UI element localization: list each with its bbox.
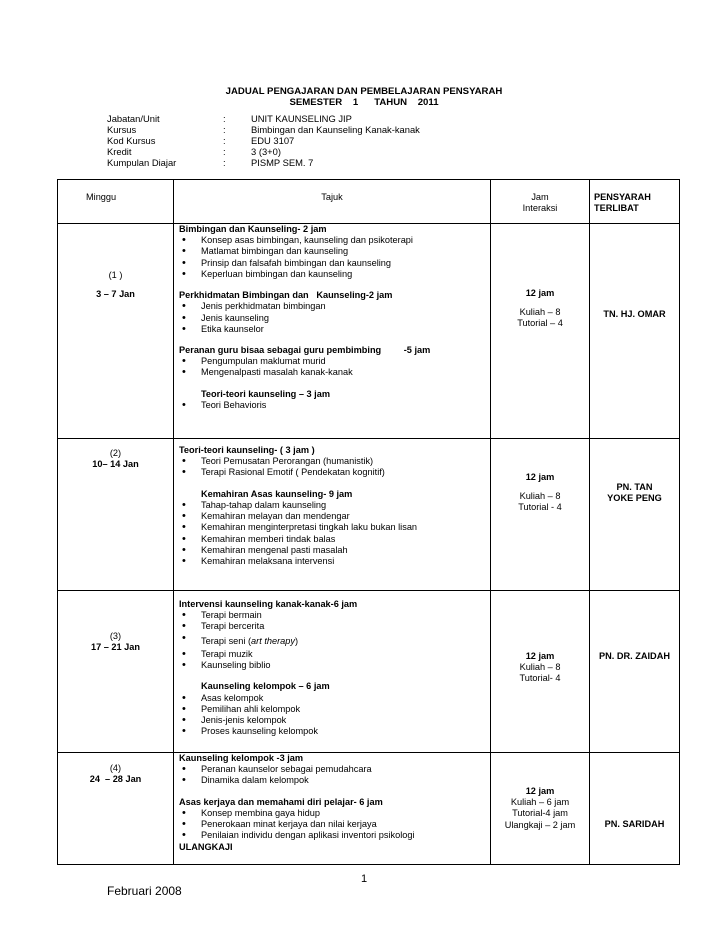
topic-heading: Bimbingan dan Kaunseling- 2 jam — [179, 224, 327, 234]
week-cell — [58, 224, 174, 439]
course-info — [107, 113, 420, 168]
list-item: • Penilaian individu dengan aplikasi inventori psikologi — [179, 830, 488, 841]
hours-cell — [491, 591, 590, 753]
lecturer-name: PN. DR. ZAIDAH — [599, 651, 670, 661]
meta-row-kod-kursus — [107, 135, 420, 146]
list-item: • Penerokaan minat kerjaya dan nilai kerjaya — [179, 819, 488, 830]
lecturer-name: YOKE PENG — [607, 493, 662, 504]
document-title: JADUAL PENGAJARAN DAN PEMBELAJARAN PENSYARAH — [225, 86, 503, 97]
topic-heading: Kemahiran Asas kaunseling- 9 jam — [201, 488, 353, 499]
meta-value: UNIT KAUNSELING JIP — [251, 113, 352, 124]
list-item: • Konsep asas bimbingan, kaunseling dan psikoterapi — [179, 235, 488, 246]
list-item: • Kemahiran mengenal pasti masalah — [179, 545, 488, 556]
table-row — [58, 591, 680, 753]
lecturer-name: TN. HJ. OMAR — [603, 309, 666, 319]
hours-cell — [491, 224, 590, 439]
list-item: • Kaunseling biblio — [179, 660, 488, 671]
header-jam-interaksi — [491, 180, 590, 224]
week-number: (2) — [109, 448, 122, 458]
list-item: • Mengenalpasti masalah kanak-kanak — [179, 367, 488, 378]
week-cell — [58, 753, 174, 865]
topic-heading: Kaunseling kelompok -3 jam — [179, 753, 304, 763]
list-item: • Proses kaunseling kelompok — [179, 726, 488, 737]
topic-heading: Intervensi kaunseling kanak-kanak-6 jam — [179, 599, 358, 609]
meta-label: Kredit — [107, 146, 132, 157]
meta-label: Kursus — [107, 124, 137, 135]
table-row — [58, 439, 680, 591]
hours-detail: Kuliah – 8 — [519, 662, 561, 673]
topic-list — [179, 456, 488, 478]
meta-colon: : — [223, 146, 226, 157]
list-item: • Jenis kaunseling — [179, 313, 488, 324]
list-item: • Prinsip dan falsafah bimbingan dan kaunseling — [179, 258, 488, 269]
table-row — [58, 753, 680, 865]
topic-heading: Perkhidmatan Bimbingan dan Kaunseling-2 jam — [179, 290, 393, 301]
list-item: • Teori Behavioris — [179, 400, 488, 411]
topic-list — [179, 400, 488, 411]
hours-total: 12 jam — [525, 786, 555, 796]
topic-heading-hours: -5 jam — [403, 344, 431, 355]
list-item: • Tahap-tahap dalam kaunseling — [179, 500, 488, 511]
document-subtitle: SEMESTER 1 TAHUN 2011 — [289, 97, 439, 108]
hours-total: 12 jam — [525, 651, 555, 661]
hours-cell — [491, 439, 590, 591]
list-item: • Dinamika dalam kelompok — [179, 775, 488, 786]
list-item: • Terapi bercerita — [179, 621, 488, 632]
list-item: • Terapi seni (art therapy) — [179, 633, 488, 649]
schedule-table — [57, 179, 680, 865]
topic-heading: Kaunseling kelompok – 6 jam — [201, 681, 330, 692]
meta-label: Kumpulan Diajar — [107, 157, 177, 168]
week-number: (4) — [109, 763, 122, 773]
list-item: • Kemahiran memberi tindak balas — [179, 534, 488, 545]
topic-heading: Teori-teori kaunseling- ( 3 jam ) — [179, 445, 315, 455]
list-item: • Asas kelompok — [179, 693, 488, 704]
hours-detail: Kuliah – 8 — [519, 307, 561, 318]
list-item: • Kemahiran menginterpretasi tingkah laku bukan lisan — [179, 522, 488, 533]
topic-heading — [179, 345, 488, 356]
week-dates: 17 – 21 Jan — [90, 642, 141, 653]
list-item: • Konsep membina gaya hidup — [179, 808, 488, 819]
week-cell — [58, 439, 174, 591]
header-pensyarah — [590, 180, 680, 224]
meta-row-kursus — [107, 124, 420, 135]
header-jam-line1: Jam — [531, 192, 549, 202]
table-header-row — [58, 180, 680, 224]
lecturer-name: PN. TAN — [616, 482, 653, 492]
hours-detail: Tutorial-4 jam — [512, 808, 568, 819]
hours-detail: Tutorial- 4 — [519, 673, 561, 684]
lecturer-cell — [590, 753, 680, 865]
meta-colon: : — [223, 135, 226, 146]
topic-list — [179, 808, 488, 842]
meta-colon: : — [223, 124, 226, 135]
meta-label: Kod Kursus — [107, 135, 156, 146]
meta-value: PISMP SEM. 7 — [251, 157, 314, 168]
hours-total: 12 jam — [525, 472, 555, 482]
list-item: • Etika kaunselor — [179, 324, 488, 335]
hours-detail: Tutorial - 4 — [518, 502, 562, 513]
lecturer-cell — [590, 439, 680, 591]
topic-list — [179, 610, 488, 671]
closing-note: ULANGKAJI — [179, 841, 233, 852]
header-jam-line2: Interaksi — [522, 203, 558, 214]
list-item: • Matlamat bimbingan dan kaunseling — [179, 246, 488, 257]
topic-list — [179, 301, 488, 335]
meta-value: Bimbingan dan Kaunseling Kanak-kanak — [251, 124, 420, 135]
list-item: • Keperluan bimbingan dan kaunseling — [179, 269, 488, 280]
meta-colon: : — [223, 113, 226, 124]
hours-total: 12 jam — [525, 288, 555, 298]
hours-detail: Kuliah – 6 jam — [510, 797, 570, 808]
header-tajuk: Tajuk — [174, 180, 491, 224]
list-item: • Terapi muzik — [179, 649, 488, 660]
topic-list — [179, 764, 488, 786]
meta-value: EDU 3107 — [251, 135, 295, 146]
topic-list — [179, 500, 488, 567]
topic-heading-text: Peranan guru bisaa sebagai guru pembimbing — [179, 344, 382, 355]
topics-cell — [174, 224, 491, 439]
week-number: (1 ) — [108, 270, 123, 280]
hours-detail: Kuliah – 8 — [519, 491, 561, 502]
hours-cell — [491, 753, 590, 865]
list-item: • Terapi bermain — [179, 610, 488, 621]
lecturer-cell — [590, 591, 680, 753]
table-row — [58, 224, 680, 439]
meta-row-kredit — [107, 146, 420, 157]
list-item: • Terapi Rasional Emotif ( Pendekatan kognitif) — [179, 467, 488, 478]
meta-row-jabatan — [107, 113, 420, 124]
footer-date: Februari 2008 — [107, 884, 182, 898]
topic-list — [179, 235, 488, 280]
header-pensyarah-line2: TERLIBAT — [594, 203, 639, 214]
list-item: • Kemahiran melaksana intervensi — [179, 556, 488, 567]
list-item: • Peranan kaunselor sebagai pemudahcara — [179, 764, 488, 775]
week-dates: 10– 14 Jan — [92, 459, 139, 470]
week-number: (3) — [109, 631, 122, 641]
topics-cell — [174, 591, 491, 753]
list-item: • Pemilihan ahli kelompok — [179, 704, 488, 715]
hours-detail: Ulangkaji – 2 jam — [504, 819, 576, 830]
header-minggu: Minggu — [58, 180, 174, 224]
hours-detail: Tutorial – 4 — [517, 318, 563, 329]
topics-cell — [174, 753, 491, 865]
topic-heading: Asas kerjaya dan memahami diri pelajar- 6 jam — [179, 796, 383, 807]
page-number: 1 — [360, 873, 368, 885]
meta-colon: : — [223, 157, 226, 168]
meta-label: Jabatan/Unit — [107, 113, 160, 124]
topics-cell — [174, 439, 491, 591]
list-item: • Jenis perkhidmatan bimbingan — [179, 301, 488, 312]
topic-heading: Teori-teori kaunseling – 3 jam — [201, 388, 331, 399]
week-cell — [58, 591, 174, 753]
topic-list — [179, 356, 488, 378]
list-item: • Pengumpulan maklumat murid — [179, 356, 488, 367]
list-item: • Jenis-jenis kelompok — [179, 715, 488, 726]
topic-list — [179, 693, 488, 738]
lecturer-name: PN. SARIDAH — [604, 819, 665, 829]
lecturer-cell — [590, 224, 680, 439]
meta-row-kumpulan — [107, 157, 420, 168]
week-dates: 3 – 7 Jan — [96, 289, 135, 300]
meta-value: 3 (3+0) — [251, 146, 281, 157]
list-item: • Teori Pemusatan Perorangan (humanistik) — [179, 456, 488, 467]
list-item: • Kemahiran melayan dan mendengar — [179, 511, 488, 522]
header-pensyarah-line1: PENSYARAH — [594, 192, 651, 202]
week-dates: 24 – 28 Jan — [89, 774, 142, 785]
